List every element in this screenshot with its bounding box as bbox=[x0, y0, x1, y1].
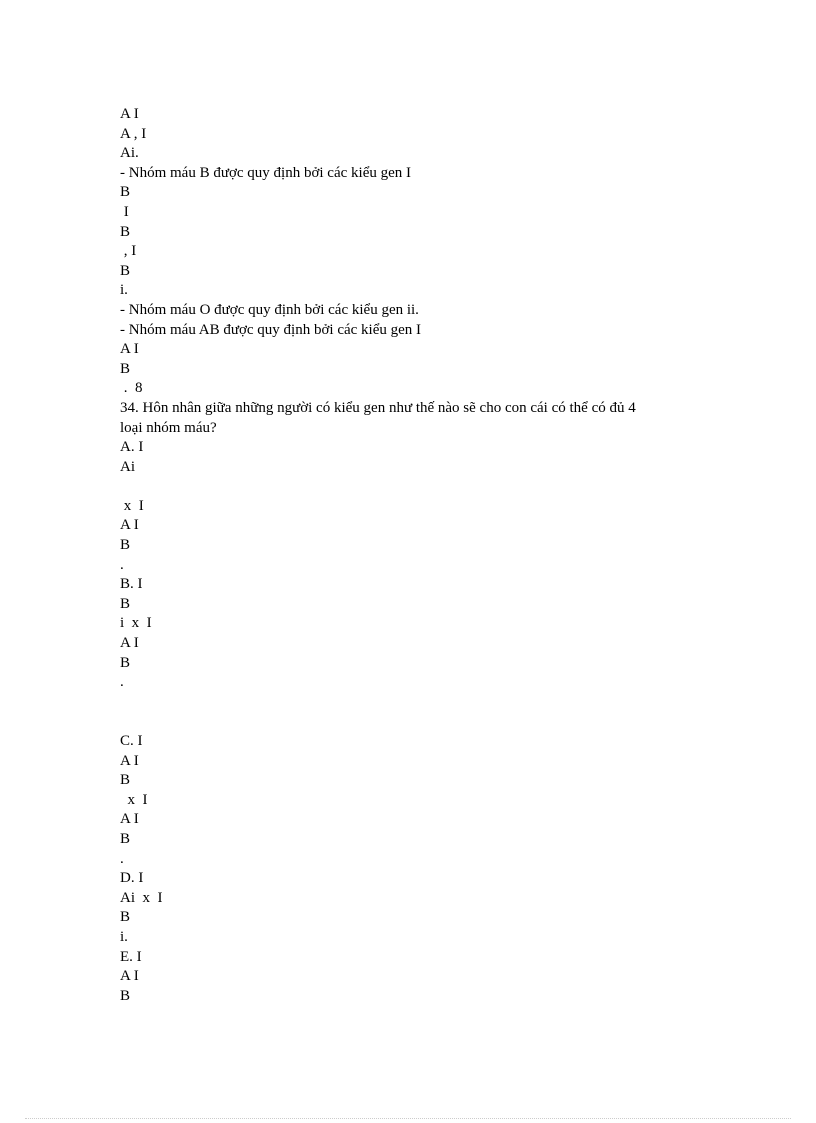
text-line: A I bbox=[120, 968, 139, 985]
text-line: . bbox=[120, 556, 124, 573]
text-line: A I bbox=[120, 517, 139, 534]
text-line: - Nhóm máu AB được quy định bởi các kiểu gen I bbox=[120, 321, 422, 338]
text-line: A I bbox=[120, 341, 139, 358]
text-line: A I bbox=[120, 752, 139, 769]
text-line: . 8 bbox=[120, 380, 143, 397]
text-line: Ai. bbox=[120, 145, 139, 162]
text-line: D. I bbox=[120, 870, 144, 887]
text-line: B bbox=[120, 987, 131, 1004]
document-body bbox=[120, 105, 720, 1006]
text-line: - Nhóm máu O được quy định bởi các kiểu gen ii. bbox=[120, 301, 419, 318]
text-line: A , I bbox=[120, 125, 147, 142]
text-line: A I bbox=[120, 811, 139, 828]
text-line: - Nhóm máu B được quy định bởi các kiểu gen I bbox=[120, 164, 412, 181]
text-line: B bbox=[120, 223, 131, 240]
page-footer-rule bbox=[25, 1118, 791, 1119]
text-line: I bbox=[120, 203, 129, 220]
text-line: loại nhóm máu? bbox=[120, 419, 217, 436]
text-line: E. I bbox=[120, 948, 142, 965]
text-line: i x I bbox=[120, 615, 152, 632]
text-line: C. I bbox=[120, 733, 143, 749]
text-line: B bbox=[120, 772, 131, 789]
text-line: A I bbox=[120, 106, 139, 122]
text-line: B bbox=[120, 537, 131, 554]
text-line bbox=[120, 712, 720, 732]
text-line: . bbox=[120, 674, 124, 691]
text-line: 34. Hôn nhân giữa những người có kiểu gen như thế nào sẽ cho con cái có thể có đủ 4 bbox=[120, 399, 636, 416]
text-line: i. bbox=[120, 928, 128, 945]
text-line: , I bbox=[120, 243, 137, 260]
text-line: i. bbox=[120, 282, 128, 299]
text-line: . bbox=[120, 850, 124, 867]
text-line: A. I bbox=[120, 439, 144, 456]
text-line: B. I bbox=[120, 576, 143, 593]
text-line bbox=[120, 693, 720, 713]
text-line: B bbox=[120, 909, 131, 926]
text-line: x I bbox=[120, 497, 144, 514]
text-line: B bbox=[120, 184, 131, 201]
text-line: B bbox=[120, 262, 131, 279]
text-line: B bbox=[120, 654, 131, 671]
text-line: x I bbox=[120, 791, 148, 808]
text-line: Ai x I bbox=[120, 889, 163, 906]
text-line: B bbox=[120, 830, 131, 847]
text-line: A I bbox=[120, 635, 139, 652]
text-line bbox=[120, 477, 720, 497]
text-line: B bbox=[120, 360, 131, 377]
text-line: B bbox=[120, 595, 131, 612]
text-line: Ai bbox=[120, 458, 135, 475]
